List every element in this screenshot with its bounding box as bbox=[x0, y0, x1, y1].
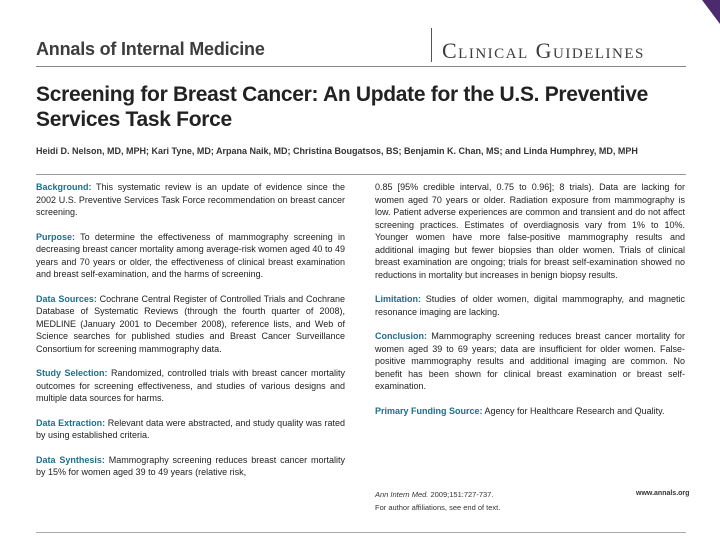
data-sources-text: Cochrane Central Register of Controlled Trials and Cochrane Database of Systematic Reviews (through the fourth quarter of 2008), MEDLINE (January 2001 to December 2008), reference lists, and Web of Science searches for published studies and Breast Cancer Surveillance Consortium for screening mammography data. bbox=[36, 293, 345, 354]
section-name: Clinical Guidelines bbox=[442, 38, 645, 63]
study-selection-label: Study Selection: bbox=[36, 368, 108, 378]
affiliations-note: For author affiliations, see end of text. bbox=[375, 503, 501, 512]
limitation-text: Studies of older women, digital mammography, and magnetic resonance imaging are lacking. bbox=[375, 294, 685, 317]
data-extraction-text: Relevant data were abstracted, and study quality was rated by using established criteria. bbox=[36, 417, 345, 440]
data-synthesis-label: Data Synthesis: bbox=[36, 454, 105, 465]
author-list: Heidi D. Nelson, MD, MPH; Kari Tyne, MD; Arpana Naik, MD; Christina Bougatsos, BS; Benjamin K. Chan, MS; and Linda Humphrey, MD, MPH bbox=[36, 146, 638, 156]
masthead bbox=[36, 28, 686, 68]
abstract-background bbox=[36, 181, 345, 219]
abstract-data-sources bbox=[36, 293, 345, 356]
journal-name: Annals of Internal Medicine bbox=[36, 39, 265, 59]
conclusion-label: Conclusion: bbox=[375, 331, 427, 341]
masthead-divider bbox=[431, 28, 432, 62]
citation-detail: 2009;151:727-737. bbox=[428, 490, 494, 499]
abstract-rule bbox=[36, 174, 686, 175]
abstract-synthesis-continued: 0.85 [95% credible interval, 0.75 to 0.96]; 8 trials). Data are lacking for women aged 70 years or older. Radiation exposure from mammography is low. Patient adverse experiences are common and transient and do not affect screening practices. Estimates of overdiagnosis vary from 1% to 10%. Younger women have more false-positive mammography results and additional imaging but fewer biopsies than older women. Trials of clinical breast examination are ongoing; trials for breast self-examination showed no reductions in mortality but increases in benign biopsy results. bbox=[375, 182, 685, 280]
conclusion-text: Mammography screening reduces breast cancer mortality for women aged 39 to 69 years; data are insufficient for older women. False-positive mammography results and additional imaging are common. No benefit has been shown for clinical breast examination or breast self-examination. bbox=[375, 331, 685, 391]
abstract-study-selection bbox=[36, 367, 345, 405]
bottom-rule bbox=[36, 532, 686, 533]
data-sources-label: Data Sources: bbox=[36, 293, 97, 304]
citation bbox=[375, 490, 493, 499]
purpose-label: Purpose: bbox=[36, 231, 76, 242]
masthead-rule bbox=[36, 66, 686, 67]
study-selection-text: Randomized, controlled trials with breast cancer mortality outcomes for screening effectiveness, and studies of various designs and multiple data sources for harms. bbox=[36, 368, 345, 403]
data-extraction-label: Data Extraction: bbox=[36, 417, 106, 428]
funding-label: Primary Funding Source: bbox=[375, 405, 483, 416]
data-synthesis-text: Mammography screening reduces breast cancer mortality by 15% for women aged 39 to 49 years (relative risk, bbox=[36, 454, 345, 477]
funding-text: Agency for Healthcare Research and Quality. bbox=[482, 405, 665, 416]
corner-decoration bbox=[696, 0, 720, 540]
limitation-label: Limitation: bbox=[375, 294, 421, 304]
abstract-conclusion bbox=[375, 330, 685, 393]
citation-journal: Ann Intern Med. bbox=[375, 490, 429, 499]
journal-url[interactable]: www.annals.org bbox=[636, 490, 690, 497]
abstract-funding bbox=[375, 405, 685, 418]
purpose-text: To determine the effectiveness of mammography screening in decreasing breast cancer mortality among average-risk women aged 40 to 49 years and 70 years or older, the effectiveness of clinical breast examination and breast self-examination, and the harms of screening. bbox=[36, 231, 345, 279]
abstract-data-synthesis bbox=[36, 454, 345, 479]
abstract-data-extraction bbox=[36, 417, 345, 442]
article-title: Screening for Breast Cancer: An Update for the U.S. Preventive Services Task Force bbox=[36, 83, 648, 131]
abstract-purpose bbox=[36, 231, 345, 281]
abstract-limitation bbox=[375, 293, 685, 318]
abstract-column-right bbox=[375, 181, 685, 429]
abstract-column-left bbox=[36, 181, 345, 491]
background-label: Background: bbox=[36, 182, 92, 192]
background-text: This systematic review is an update of evidence since the 2002 U.S. Preventive Services Task Force recommendation on breast cancer screening. bbox=[36, 182, 345, 217]
